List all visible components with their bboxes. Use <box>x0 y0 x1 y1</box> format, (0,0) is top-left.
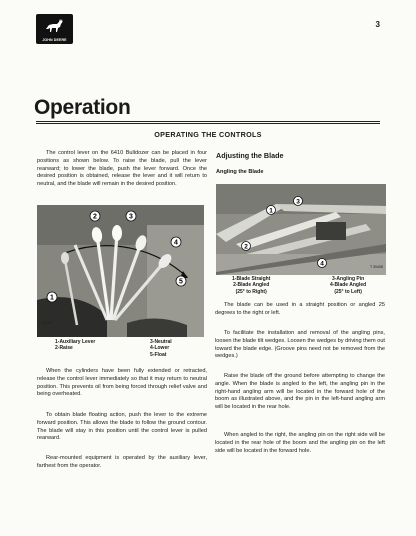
figure2-caption-right <box>330 276 366 295</box>
angling-blade-subheading: Angling the Blade <box>216 169 264 175</box>
figure1-callout-4 <box>171 237 181 247</box>
svg-text:4: 4 <box>174 239 178 247</box>
svg-text:3: 3 <box>296 198 300 206</box>
figure2-callout-3 <box>294 197 303 206</box>
figure1-callout-5 <box>176 276 186 286</box>
page-title: Operation <box>34 96 131 119</box>
title-rule-secondary <box>36 123 380 124</box>
caption-line: 2-Blade Angled <box>233 282 270 289</box>
svg-text:4: 4 <box>320 260 324 268</box>
straight-angle-paragraph: The blade can be used in a straight position or angled 25 degrees to the right or left. <box>215 302 385 316</box>
adjusting-blade-heading: Adjusting the Blade <box>216 151 284 160</box>
figure2-callout-4 <box>318 259 327 268</box>
svg-text:1: 1 <box>269 207 273 215</box>
control-lever-figure <box>37 205 204 337</box>
figure2-code: T 39408 <box>370 265 383 269</box>
caption-line: (25° to Left) <box>334 288 362 295</box>
cylinders-paragraph: When the cylinders have been fully extended or retracted, release the control lever immediately so that it may return to neutral position. This prevents oil from being forced through relief valve and being overheated. <box>37 368 207 398</box>
section-title: OPERATING THE CONTROLS <box>154 130 262 139</box>
figure1-callout-1 <box>47 292 57 302</box>
caption-line: 4-Lower <box>150 345 170 352</box>
page-number: 3 <box>375 20 380 29</box>
figure1-caption-left <box>55 339 95 352</box>
angled-right-paragraph: When angled to the right, the angling pin on the right side will be located in the rear hole of the boom and the angling pin on the left side will be located in the forward hole. <box>215 432 385 454</box>
svg-text:3: 3 <box>129 213 133 221</box>
wedges-paragraph: To facilitate the installation and removal of the angling pins, loosen the blade tilt wedges. Loosen the wedges by driving them out toward the blade edge. (Groove pins need not be removed from the wedges.) <box>215 330 385 360</box>
caption-line: 3-Angling Pin <box>331 276 365 282</box>
figure1-caption-right <box>150 339 172 358</box>
svg-text:1: 1 <box>50 294 54 302</box>
caption-line: 5-Float <box>150 351 167 358</box>
rear-equipment-paragraph: Rear-mounted equipment is operated by the auxiliary lever, farthest from the operator. <box>37 455 207 469</box>
intro-paragraph: The control lever on the 6410 Bulldozer can be placed in four positions as shown below. To raise the blade, pull the lever rearward; to lower the blade, push the lever forward. Once the desired position is obtained, release the lever and it will return to neutral, and the blade will remain in the desired position. <box>37 150 207 188</box>
caption-line: 1-Blade Straight <box>232 276 271 282</box>
figure1-callout-3 <box>126 211 136 221</box>
deer-icon <box>44 17 65 34</box>
caption-line: (25° to Right) <box>235 288 267 295</box>
caption-line: 4-Blade Angled <box>330 282 367 289</box>
caption-line: 2-Raise <box>55 345 73 352</box>
raise-blade-paragraph: Raise the blade off the ground before attempting to change the angle. When the blade is angled to the left, the angling pin in the right-hand angling arm will be located in the forward hole of the boom as illustrated above, and the pin in the left-hand angling arm will be located in the rear hole. <box>215 373 385 411</box>
figure2-callout-2 <box>242 242 251 251</box>
caption-line: 3-Neutral <box>150 339 172 345</box>
svg-text:2: 2 <box>93 213 97 221</box>
caption-line: 1-Auxiliary Lever <box>55 339 96 345</box>
figure2-caption-left <box>232 276 270 295</box>
john-deere-logo <box>36 14 73 44</box>
brand-text: JOHN DEERE <box>42 38 67 42</box>
svg-text:2: 2 <box>244 243 248 251</box>
blade-angle-figure <box>216 184 386 275</box>
figure1-callout-2 <box>90 211 100 221</box>
float-paragraph: To obtain blade floating action, push the lever to the extreme forward position. This allows the blade to follow the ground contour. The blade will stay in this position until the control lever is pulled rearward. <box>37 412 207 442</box>
figure2-callout-1 <box>267 206 276 215</box>
svg-text:5: 5 <box>179 278 183 286</box>
title-rule <box>36 121 380 122</box>
figure1-code: T 39660 <box>38 321 51 325</box>
